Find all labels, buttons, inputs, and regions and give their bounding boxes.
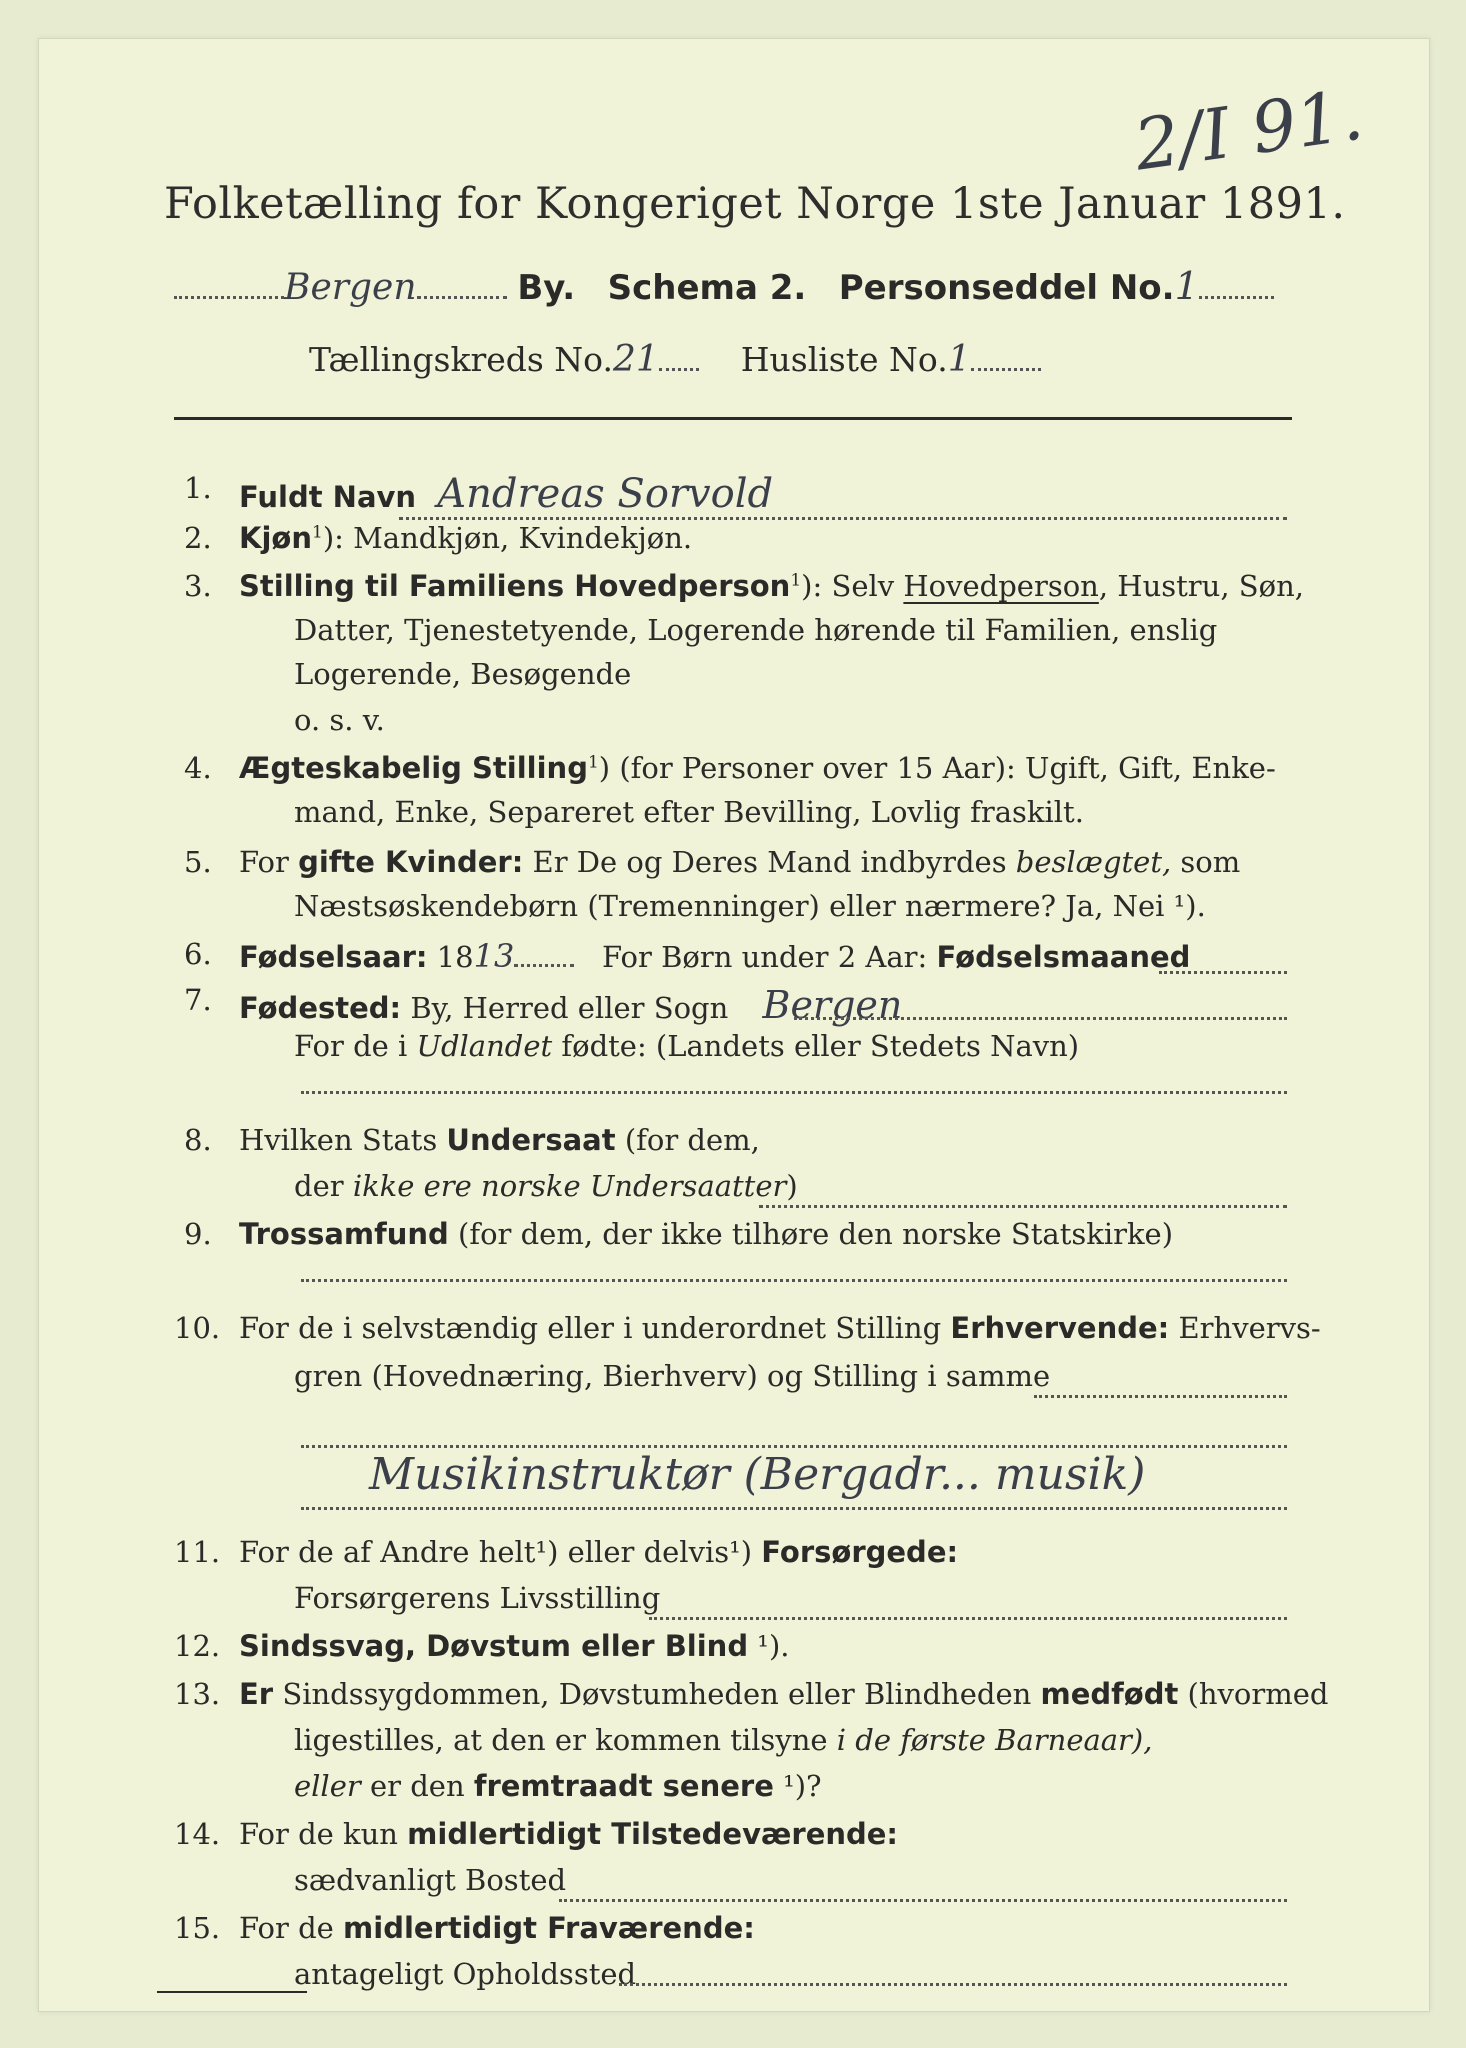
q15-pre: For de [239,1911,344,1945]
q7-line2-post: fødte: (Landets eller Stedets Navn) [552,1029,1080,1063]
q7-number: 7. [184,983,212,1017]
q3-post: , Hustru, Søn, [1098,569,1304,603]
q11-dots [649,1617,1287,1620]
by-label: By. [517,268,576,308]
q15-dots [619,1983,1287,1986]
q6-dots [514,964,574,967]
q10-bold: Erhvervende: [950,1311,1170,1345]
q13-row [239,1677,1328,1711]
q13-line2-italic: i de første Barneaar), [836,1723,1153,1757]
q3-bold: Stilling til Familiens Hovedperson [239,569,791,603]
q4-row [239,751,1276,785]
q3-row [239,569,1304,603]
q15-row [239,1911,755,1945]
q9-bold: Trossamfund [239,1217,449,1251]
q5-pre: For [239,845,299,879]
q13-text: Sindssygdommen, Døvstumheden eller Blindheden [273,1677,1041,1711]
husliste-dots [971,368,1041,371]
city-dots-left [174,296,284,299]
q6-value: 13 [473,937,515,975]
q13-post: (hvormed [1178,1677,1329,1711]
q15-line2: antageligt Opholdssted [294,1957,637,1991]
q3-pre: ): Selv [801,569,904,603]
q8-number: 8. [184,1123,212,1157]
q7-dots-line3 [301,1091,1287,1094]
q14-row [239,1817,898,1851]
q6-mid: For Børn under 2 Aar: [602,940,937,974]
q2-bold: Kjøn [239,521,312,555]
q3-sup: 1 [790,570,802,591]
q7-value: Bergen [762,983,903,1027]
q14-bold: midlertidigt Tilstedeværende: [407,1817,899,1851]
header-line-kreds [309,339,1041,380]
q8-line2-post: ) [786,1169,798,1203]
q5-number: 5. [184,845,212,879]
q13-line2-pre: ligestilles, at den er kommen tilsyne [294,1723,837,1757]
q2-sup: 1 [311,522,323,543]
q13-line3 [294,1769,822,1803]
q10-dots-line2 [1034,1395,1287,1398]
q14-pre: For de kun [239,1817,408,1851]
q2-text: ): Mandkjøn, Kvindekjøn. [322,521,693,555]
q9-text: (for dem, der ikke tilhøre den norske Statskirke) [448,1217,1174,1251]
personseddel-value: 1 [1174,264,1199,308]
city-value: Bergen [284,267,417,308]
q9-number: 9. [184,1217,212,1251]
footnote-rule [157,1991,307,1993]
q9-dots [301,1279,1287,1282]
q10-number: 10. [174,1311,221,1345]
q6-dots-end [1159,971,1287,974]
personseddel-label: Personseddel No. [838,268,1175,308]
husliste-value: 1 [947,339,971,380]
q10-line2: gren (Hovednæring, Bierhverv) og Stilling i samme [294,1359,1051,1393]
q13-line3-bold: fremtraadt senere [473,1769,774,1803]
q13-number: 13. [174,1677,221,1711]
q2-row [239,521,692,555]
q11-number: 11. [174,1535,221,1569]
q13-line3-italic: eller [294,1769,361,1803]
q5-line2: Næstsøskendebørn (Tremenninger) eller nærmere? Ja, Nei ¹). [294,889,1206,923]
corner-handwritten-note: 2/I 91. [1129,73,1368,187]
q10-post: Erhvervs- [1169,1311,1321,1345]
q8-line2-italic: ikke ere norske Undersaatter [352,1169,787,1203]
q11-row [239,1535,958,1569]
q12-number: 12. [174,1629,221,1663]
q13-line3-post: ¹)? [773,1769,822,1803]
personseddel-dots [1199,296,1274,299]
q6-bold2: Fødselsmaaned [936,940,1191,974]
q15-bold: midlertidigt Fraværende: [343,1911,755,1945]
q10-dots-line4 [301,1507,1287,1510]
q5-italic: beslægtet, [1015,845,1172,879]
form-title: Folketælling for Kongeriget Norge 1ste Januar 1891. [164,179,1346,229]
q6-row [239,937,1190,975]
q10-text: For de i selvstændig eller i underordnet Stilling [239,1311,951,1345]
q4-bold: Ægteskabelig Stilling [239,751,588,785]
q14-line2: sædvanligt Bosted [294,1863,567,1897]
q8-line2 [294,1169,798,1203]
q3-underlined-choice: Hovedperson [903,569,1099,603]
q1-value: Andreas Sorvold [437,471,774,517]
q8-text: (for dem, [615,1123,760,1157]
q15-number: 15. [174,1911,221,1945]
q10-row [239,1311,1321,1345]
q4-sup: 1 [587,752,599,773]
q13-line3-mid: er den [360,1769,474,1803]
kreds-label: Tællingskreds No. [309,340,613,379]
husliste-label: Husliste No. [740,340,948,379]
q6-number: 6. [184,937,212,971]
q3-number: 3. [184,569,212,603]
q1-row [239,471,773,517]
q7-dots [794,1017,1287,1020]
q2-number: 2. [184,521,212,555]
q13-bold: medfødt [1040,1677,1179,1711]
q1-number: 1. [184,471,212,505]
kreds-dots [659,368,699,371]
q11-text: For de af Andre helt¹) eller delvis¹) [239,1535,762,1569]
q14-dots [559,1899,1287,1902]
q3-line3: Logerende, Besøgende [294,657,632,691]
header-line-city [174,264,1274,308]
q12-post: ¹). [748,1629,790,1663]
q7-bold: Fødested: [239,991,402,1025]
q7-text: By, Herred eller Sogn [401,991,729,1025]
q8-row [239,1123,760,1157]
q5-post: som [1171,845,1241,879]
q11-line2: Forsørgerens Livsstilling [294,1581,661,1615]
q13-line2 [294,1723,1152,1757]
q5-bold: gifte Kvinder: [298,845,524,879]
q8-dots [759,1205,1287,1208]
q4-number: 4. [184,751,212,785]
kreds-value: 21 [612,339,659,380]
q1-label: Fuldt Navn [239,480,417,514]
q6-bold: Fødselsaar: [239,940,428,974]
q4-line2: mand, Enke, Separeret efter Bevilling, Lovlig fraskilt. [294,795,1084,829]
q7-line2-italic: Udlandet [416,1029,553,1063]
q4-text: ) (for Personer over 15 Aar): Ugift, Gift, Enke- [598,751,1276,785]
q12-bold: Sindssvag, Døvstum eller Blind [239,1629,749,1663]
q8-bold: Undersaat [446,1123,616,1157]
q10-dots-line3 [301,1445,1287,1448]
q9-row [239,1217,1173,1251]
q7-line2-pre: For de i [294,1029,417,1063]
census-form-paper [38,38,1430,2012]
q7-line2 [294,1029,1079,1063]
q6-text: 18 [427,940,474,974]
q10-value: Musikinstruktør (Bergadr... musik) [369,1449,1146,1500]
city-dots-right [417,296,507,299]
q3-line2: Datter, Tjenestetyende, Logerende hørende til Familien, enslig [294,613,1218,647]
schema-label: Schema 2. [607,268,807,308]
q11-bold: Forsørgede: [761,1535,959,1569]
q13-bold-pre: Er [239,1677,274,1711]
q14-number: 14. [174,1817,221,1851]
q5-row [239,845,1240,879]
q8-pre: Hvilken Stats [239,1123,447,1157]
q1-dots [399,517,1287,520]
q12-row [239,1629,789,1663]
q3-line4: o. s. v. [294,703,385,737]
q7-row [239,983,902,1027]
header-rule [174,417,1292,420]
q5-text: Er De og Deres Mand indbyrdes [523,845,1016,879]
q8-line2-pre: der [294,1169,353,1203]
